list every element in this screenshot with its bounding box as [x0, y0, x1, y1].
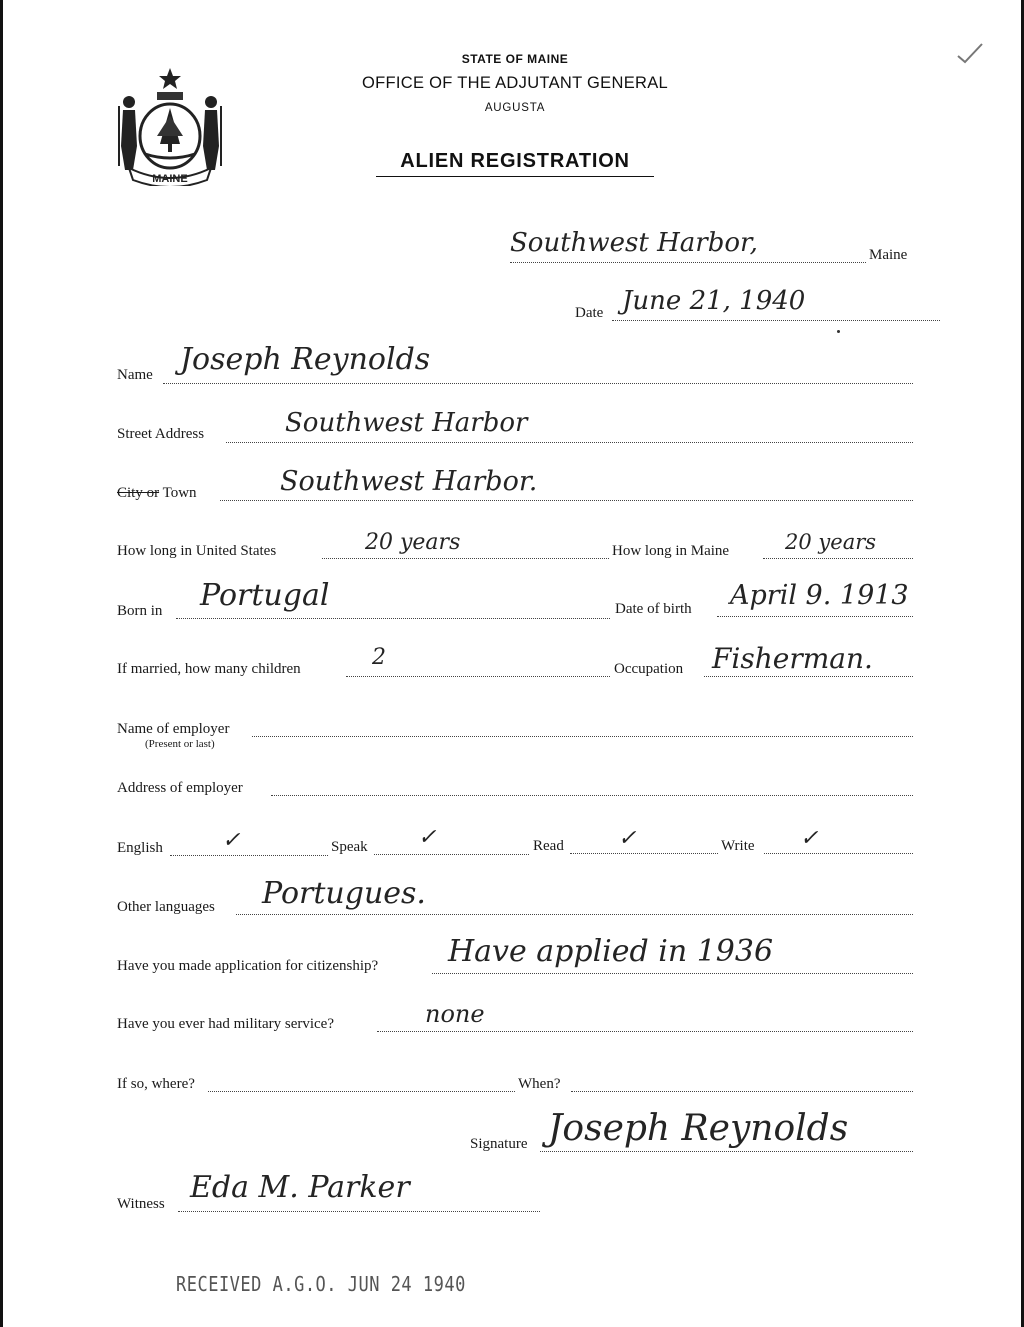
name-line — [163, 383, 913, 384]
employer-address-label: Address of employer — [117, 780, 243, 796]
when-label: When? — [518, 1076, 561, 1092]
english-value: ✓ — [222, 828, 241, 853]
witness-value: Eda M. Parker — [190, 1170, 410, 1205]
citizenship-value: Have applied in 1936 — [448, 934, 774, 969]
location-value: Southwest Harbor, — [510, 228, 758, 258]
years-maine-line — [763, 558, 913, 559]
town-line — [220, 500, 913, 501]
years-us-line — [322, 558, 609, 559]
where-line — [208, 1091, 515, 1092]
write-value: ✓ — [800, 826, 819, 851]
other-languages-value: Portugues. — [262, 876, 426, 911]
left-scan-border — [0, 0, 3, 1327]
where-label: If so, where? — [117, 1076, 195, 1092]
born-in-line — [176, 618, 610, 619]
location-line — [510, 262, 866, 263]
speak-value: ✓ — [418, 825, 437, 850]
military-label: Have you ever had military service? — [117, 1016, 334, 1032]
street-line — [226, 442, 913, 443]
years-maine-label: How long in Maine — [612, 543, 730, 559]
witness-label: Witness — [117, 1196, 165, 1212]
employer-label: Name of employer — [117, 721, 230, 737]
town-value: Southwest Harbor. — [280, 466, 538, 497]
name-label: Name — [117, 367, 153, 383]
employer-sublabel: (Present or last) — [145, 738, 215, 750]
birth-date-label: Date of birth — [615, 601, 692, 617]
maine-state-seal-icon — [115, 66, 225, 186]
citizenship-label: Have you made application for citizenship? — [117, 958, 379, 974]
employer-line — [252, 736, 913, 737]
date-line — [612, 320, 940, 321]
children-line — [346, 676, 610, 677]
years-maine-value: 20 years — [785, 530, 877, 554]
years-us-value: 20 years — [365, 530, 461, 555]
years-us-label: How long in United States — [117, 543, 277, 559]
read-line — [570, 853, 718, 854]
english-line — [170, 855, 328, 856]
write-line — [764, 853, 913, 854]
date-label: Date — [575, 305, 604, 321]
employer-address-line — [271, 795, 913, 796]
ink-speck — [837, 330, 840, 333]
title-underline — [376, 176, 654, 177]
other-languages-label: Other languages — [117, 899, 215, 915]
signature-label: Signature — [470, 1136, 528, 1152]
state-name: STATE OF MAINE — [461, 52, 569, 66]
town-label-struck: City or — [117, 485, 160, 501]
witness-line — [178, 1211, 540, 1212]
speak-label: Speak — [331, 839, 368, 855]
citizenship-line — [432, 973, 913, 974]
check-mark-icon — [955, 40, 985, 68]
town-label-text: Town — [162, 485, 197, 501]
date-value: June 21, 1940 — [622, 286, 806, 316]
born-in-label: Born in — [117, 603, 163, 619]
occupation-value: Fisherman. — [712, 642, 873, 675]
military-value: none — [425, 1000, 485, 1028]
english-label: English — [117, 840, 163, 856]
born-in-value: Portugal — [200, 578, 330, 613]
children-value: 2 — [372, 645, 386, 670]
military-line — [377, 1031, 913, 1032]
office-city: AUGUSTA — [484, 102, 546, 114]
location-state-label: Maine — [869, 247, 908, 263]
street-value: Southwest Harbor — [285, 408, 528, 438]
name-value: Joseph Reynolds — [180, 342, 431, 377]
other-languages-line — [236, 914, 913, 915]
seal-banner-text: MAINE — [152, 173, 188, 185]
birth-date-value: April 9. 1913 — [730, 580, 909, 611]
town-label — [117, 485, 197, 502]
birth-date-line — [717, 616, 913, 617]
signature-value: Joseph Reynolds — [548, 1108, 849, 1149]
street-label: Street Address — [117, 426, 205, 442]
office-name: OFFICE OF THE ADJUTANT GENERAL — [361, 74, 669, 92]
when-line — [571, 1091, 913, 1092]
form-title: ALIEN REGISTRATION — [400, 150, 630, 172]
occupation-label: Occupation — [614, 661, 684, 677]
children-label: If married, how many children — [117, 661, 301, 677]
occupation-line — [704, 676, 913, 677]
write-label: Write — [721, 838, 755, 854]
signature-line — [540, 1151, 913, 1152]
received-stamp: RECEIVED A.G.O. JUN 24 1940 — [176, 1273, 466, 1297]
speak-line — [374, 854, 529, 855]
read-label: Read — [533, 838, 564, 854]
read-value: ✓ — [618, 826, 637, 851]
